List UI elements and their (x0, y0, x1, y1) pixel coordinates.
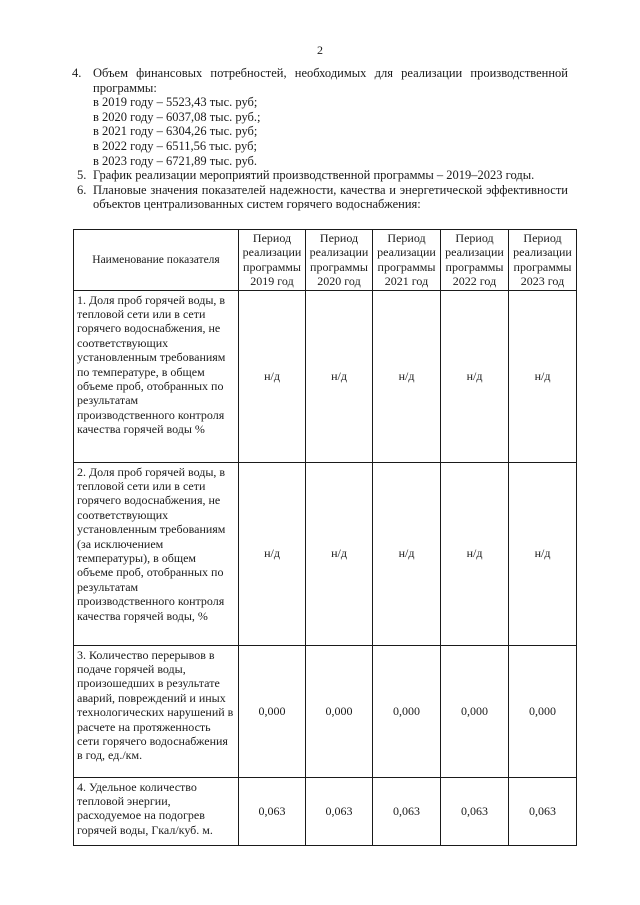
year-2021-line: в 2021 году – 6304,26 тыс. руб; (93, 124, 258, 139)
item-6 (0, 183, 640, 212)
item-5-text: График реализации мероприятий производственной программы – 2019–2023 годы. (93, 168, 535, 183)
item-6-number: 6. (77, 182, 87, 197)
year-2020-line: в 2020 году – 6037,08 тыс. руб.; (93, 109, 261, 124)
row-4-value-2023: 0,063 (509, 777, 577, 845)
row-3-value-2019: 0,000 (239, 645, 306, 777)
row-3-name: 3. Количество перерывов в подаче горячей воды, произошедших в результате аварий, повреждений и иных технологических нарушений в расчете на протяженность сети горячего водоснабжения в год, ед./км. (74, 645, 239, 777)
row-1-value-2023: н/д (509, 290, 577, 462)
row-3-value-2021: 0,000 (373, 645, 441, 777)
row-3-value-2023: 0,000 (509, 645, 577, 777)
row-2-value-2023: н/д (509, 462, 577, 645)
header-period-2022: Период реализации программы 2022 год (441, 230, 509, 291)
table-row (74, 462, 577, 645)
header-period-2023: Период реализации программы 2023 год (509, 230, 577, 291)
row-2-value-2020: н/д (306, 462, 373, 645)
item-5-number: 5. (77, 168, 87, 183)
row-2-value-2022: н/д (441, 462, 509, 645)
row-3-value-2020: 0,000 (306, 645, 373, 777)
year-2019-line: в 2019 году – 5523,43 тыс. руб; (93, 95, 258, 110)
row-1-value-2019: н/д (239, 290, 306, 462)
item-6-text: Плановые значения показателей надежности, качества и энергетической эффективности объектов централизованных систем горячего водоснабжения: (93, 182, 568, 212)
row-3-value-2022: 0,000 (441, 645, 509, 777)
indicators-table (73, 229, 577, 846)
table-row (74, 645, 577, 777)
item-4-text: Объем финансовых потребностей, необходимых для реализации производственной программы: (93, 66, 568, 95)
row-1-value-2022: н/д (441, 290, 509, 462)
row-2-name: 2. Доля проб горячей воды, в тепловой сети или в сети горячего водоснабжения, не соответствующих установленным требованиям (за исключением температуры), в общем объеме проб, отобранных по результатам производственного контроля качества горячей воды, % (74, 462, 239, 645)
item-5 (0, 168, 640, 183)
item-4 (0, 66, 640, 95)
header-period-2019: Период реализации программы 2019 год (239, 230, 306, 291)
header-indicator-name: Наименование показателя (74, 230, 239, 291)
row-2-value-2019: н/д (239, 462, 306, 645)
table-row (74, 290, 577, 462)
row-1-value-2021: н/д (373, 290, 441, 462)
row-4-value-2020: 0,063 (306, 777, 373, 845)
year-2022-line: в 2022 году – 6511,56 тыс. руб; (93, 138, 257, 153)
document-body (0, 66, 640, 212)
row-4-value-2021: 0,063 (373, 777, 441, 845)
table-row (74, 777, 577, 845)
row-4-value-2022: 0,063 (441, 777, 509, 845)
row-1-name: 1. Доля проб горячей воды, в тепловой сети или в сети горячего водоснабжения, не соответствующих установленным требованиям по температуре, в общем объеме проб, отобранных по результатам производственного контроля качества горячей воды % (74, 290, 239, 462)
page-number: 2 (317, 43, 323, 57)
year-2023-line: в 2023 году – 6721,89 тыс. руб. (93, 153, 258, 168)
row-2-value-2021: н/д (373, 462, 441, 645)
header-period-2020: Период реализации программы 2020 год (306, 230, 373, 291)
row-4-value-2019: 0,063 (239, 777, 306, 845)
item-4-number: 4. (72, 66, 82, 80)
table-header-row (74, 230, 577, 291)
row-1-value-2020: н/д (306, 290, 373, 462)
header-period-2021: Период реализации программы 2021 год (373, 230, 441, 291)
row-4-name: 4. Удельное количество тепловой энергии, расходуемое на подогрев горячей воды, Гкал/куб. м. (74, 777, 239, 845)
